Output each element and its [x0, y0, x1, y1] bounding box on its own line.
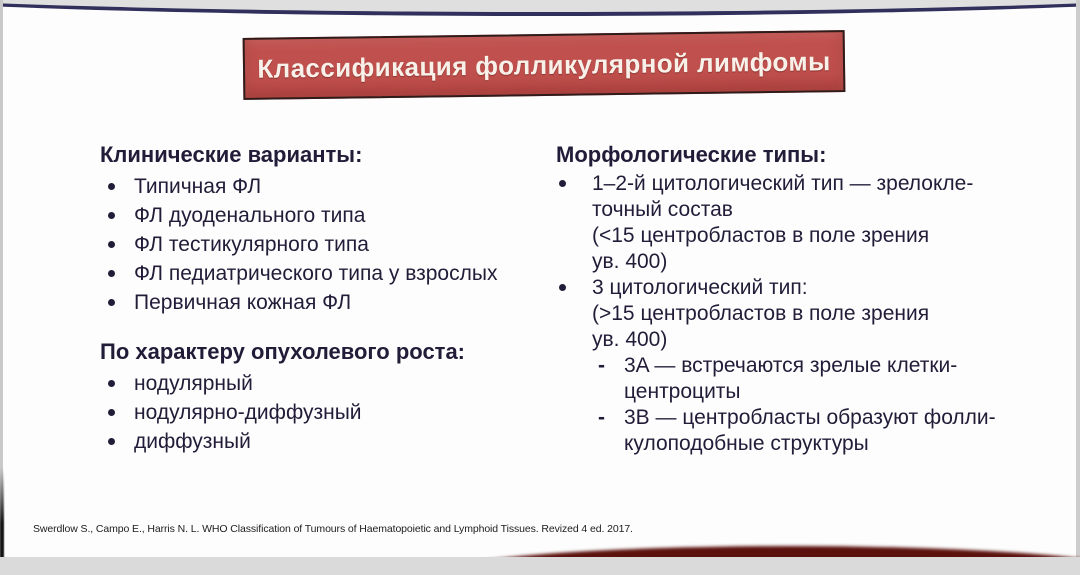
- bullet-dot-icon: [108, 270, 115, 277]
- bullet-dot-icon: [108, 438, 115, 445]
- slide-title: Классификация фолликулярной лимфомы: [257, 45, 831, 84]
- list-item: [100, 201, 545, 230]
- list-item-label: нодулярно-диффузный: [134, 401, 362, 424]
- right-column: [556, 141, 1031, 457]
- sub-item-line: кулоподобные структуры: [624, 432, 869, 455]
- list-item-line: ув. 400): [592, 328, 668, 351]
- list-item: [100, 427, 545, 456]
- sub-list-item: [598, 353, 1031, 405]
- dash-marker-icon: -: [598, 354, 605, 377]
- list-item-line: ув. 400): [592, 250, 668, 273]
- bullet-dot-icon: [108, 299, 115, 306]
- list-item-label: Типичная ФЛ: [134, 175, 262, 198]
- sub-item-line: 3A — встречаются зрелые клетки-: [624, 354, 958, 377]
- citation-footer: Swerdlow S., Campo E., Harris N. L. WHO Classification of Tumours of Haematopoietic and Lymphoid Tissues. Revized 4 ed. 2017.: [33, 523, 633, 535]
- clinical-variants-list: [100, 172, 545, 317]
- list-item: [556, 171, 1031, 275]
- list-item-body: [592, 171, 1031, 275]
- list-item-label: Первичная кожная ФЛ: [134, 291, 352, 314]
- bottom-gray-bar: [0, 557, 1080, 575]
- list-item-body: [592, 275, 1031, 457]
- list-item: [100, 259, 545, 288]
- bullet-dot-icon: [108, 212, 115, 219]
- list-item-line: (>15 центробластов в поле зрения: [592, 302, 930, 325]
- list-item-label: ФЛ педиатрического типа у взрослых: [134, 262, 498, 285]
- list-item-label: диффузный: [134, 430, 251, 453]
- growth-pattern-heading: По характеру опухолевого роста:: [100, 339, 466, 364]
- list-item-label: ФЛ тестикулярного типа: [134, 233, 369, 256]
- bullet-dot-icon: [559, 284, 566, 291]
- right-edge-line: [1076, 0, 1080, 575]
- growth-pattern-section: [100, 338, 545, 456]
- list-item: [100, 288, 545, 317]
- clinical-variants-heading: Клинические варианты:: [100, 142, 363, 167]
- bullet-dot-icon: [108, 241, 115, 248]
- bullet-dot-icon: [108, 409, 115, 416]
- list-item-label: ФЛ дуоденального типа: [134, 204, 366, 227]
- bullet-dot-icon: [108, 380, 115, 387]
- morphology-list: [556, 171, 1031, 457]
- left-dark-edge: [0, 468, 4, 560]
- list-item-line: точный состав: [592, 198, 733, 221]
- list-item: [100, 172, 545, 201]
- list-item-line: 3 цитологический тип:: [592, 276, 808, 299]
- list-item-label: нодулярный: [134, 372, 253, 395]
- sub-list-item: [598, 405, 1031, 457]
- growth-pattern-list: [100, 369, 545, 456]
- list-item-line: 1–2-й цитологический тип — зрелокле-: [592, 172, 974, 195]
- list-item-line: (<15 центробластов в поле зрения: [592, 224, 930, 247]
- morphology-heading: Морфологические типы:: [556, 142, 827, 167]
- list-item: [556, 275, 1031, 457]
- bullet-dot-icon: [559, 180, 566, 187]
- bullet-dot-icon: [108, 183, 115, 190]
- list-item: [100, 398, 545, 427]
- top-edge-arc: [0, 0, 1080, 16]
- title-banner: [243, 30, 846, 100]
- list-item: [100, 369, 545, 398]
- left-column: [100, 141, 545, 456]
- clinical-variants-section: [100, 141, 545, 317]
- sub-item-line: 3B — центробласты образуют фолли-: [624, 406, 996, 429]
- list-item: [100, 230, 545, 259]
- dash-marker-icon: -: [598, 406, 605, 429]
- morphology-section: [556, 141, 1031, 457]
- sub-item-line: центроциты: [624, 380, 741, 403]
